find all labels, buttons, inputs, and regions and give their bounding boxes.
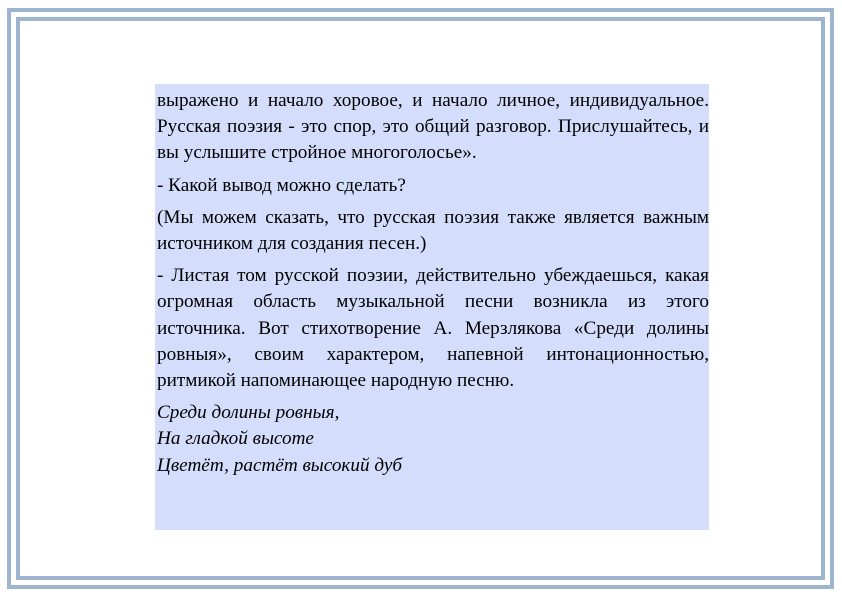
- poem-excerpt: [157, 400, 709, 479]
- paragraph-quote-end: выражено и начало хоровое, и начало личное, индивидуальное. Русская поэзия - это спор, это общий разговор. Прислушайтесь, и вы услышите стройное многоголосье».: [157, 90, 709, 164]
- paragraph-merzlyakov: - Листая том русской поэзии, действительно убеждаешься, какая огромная область музыкальной песни возникла из этого источника. Вот стихотворение А. Мерзлякова «Среди долины ровныя», своим характером, напевной интонационностью, ритмикой напоминающее народную песню.: [157, 265, 709, 392]
- paragraph-answer: (Мы можем сказать, что русская поэзия также является важным источником для создания песен.): [157, 206, 709, 255]
- text-box: [155, 84, 709, 530]
- paragraph-question: - Какой вывод можно сделать?: [157, 174, 406, 196]
- poem-line: На гладкой высоте: [157, 428, 314, 450]
- poem-line: Среди долины ровныя,: [157, 402, 340, 424]
- poem-line: Цветёт, растёт высокий дуб: [157, 454, 403, 476]
